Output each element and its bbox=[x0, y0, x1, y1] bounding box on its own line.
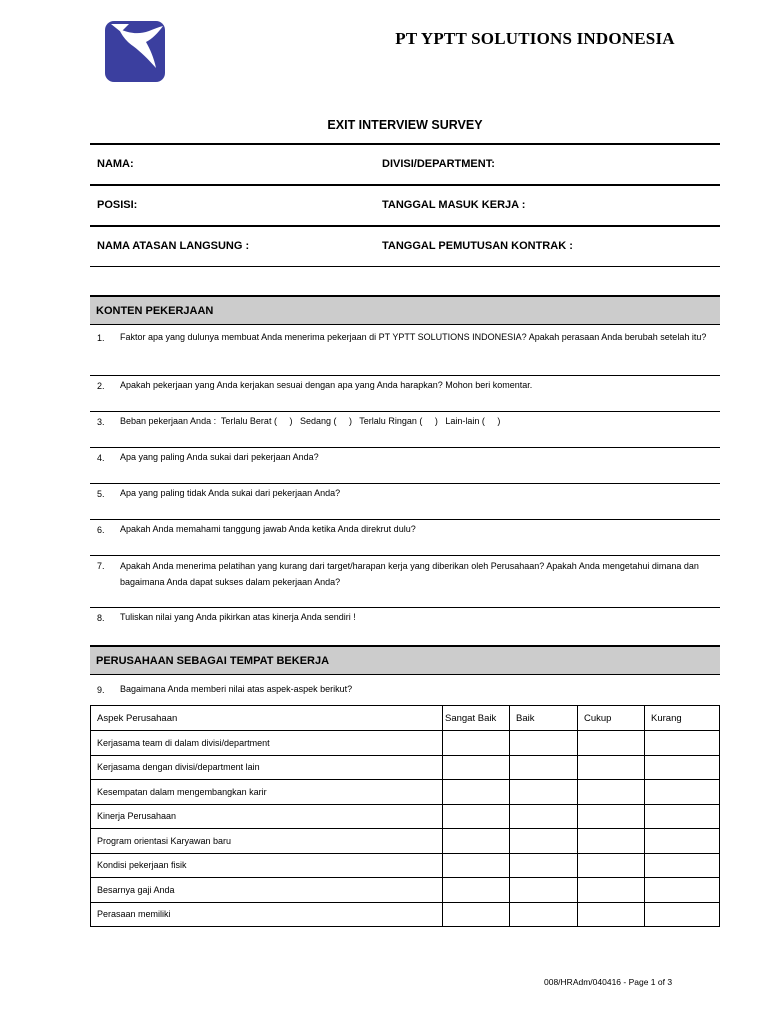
question-text: Tuliskan nilai yang Anda pikirkan atas kinerja Anda sendiri ! bbox=[120, 612, 356, 622]
table-header-cell: Sangat Baik bbox=[443, 706, 510, 731]
table-row bbox=[91, 902, 720, 927]
aspect-label: Program orientasi Karyawan baru bbox=[91, 829, 443, 854]
aspect-label: Kesempatan dalam mengembangkan karir bbox=[91, 780, 443, 805]
section-title: KONTEN PEKERJAAN bbox=[96, 305, 214, 317]
rating-cell[interactable] bbox=[443, 829, 510, 854]
divider bbox=[90, 225, 720, 227]
table-header-cell: Aspek Perusahaan bbox=[91, 706, 443, 731]
rating-cell[interactable] bbox=[578, 853, 645, 878]
divider bbox=[90, 447, 720, 448]
table-header-row bbox=[91, 706, 720, 731]
rating-cell[interactable] bbox=[443, 780, 510, 805]
field-nama: NAMA: bbox=[97, 158, 134, 170]
section-title: PERUSAHAAN SEBAGAI TEMPAT BEKERJA bbox=[96, 655, 330, 667]
rating-cell[interactable] bbox=[578, 902, 645, 927]
divider bbox=[90, 607, 720, 608]
company-name: PT YPTT SOLUTIONS INDONESIA bbox=[395, 29, 675, 48]
rating-cell[interactable] bbox=[645, 731, 720, 756]
rating-cell[interactable] bbox=[578, 755, 645, 780]
rating-cell[interactable] bbox=[645, 878, 720, 903]
table-row bbox=[91, 804, 720, 829]
section-header-konten-pekerjaan bbox=[90, 295, 720, 325]
rating-cell[interactable] bbox=[510, 878, 578, 903]
question-number: 5. bbox=[97, 489, 105, 499]
bird-logo-icon bbox=[105, 21, 165, 82]
rating-cell[interactable] bbox=[510, 804, 578, 829]
question-number: 3. bbox=[97, 417, 105, 427]
rating-cell[interactable] bbox=[510, 731, 578, 756]
question-text: Faktor apa yang dulunya membuat Anda menerima pekerjaan di PT YPTT SOLUTIONS INDONESIA? Apakah perasaan Anda berubah setelah itu? bbox=[120, 332, 707, 342]
question-number: 4. bbox=[97, 453, 105, 463]
question-text: Beban pekerjaan Anda : Terlalu Berat ( ) Sedang ( ) Terlalu Ringan ( ) Lain-lain ( ) bbox=[120, 416, 501, 426]
rating-cell[interactable] bbox=[510, 829, 578, 854]
question-text: Apakah pekerjaan yang Anda kerjakan sesuai dengan apa yang Anda harapkan? Mohon beri komentar. bbox=[120, 380, 533, 390]
table-row bbox=[91, 878, 720, 903]
section-header-perusahaan bbox=[90, 645, 720, 675]
rating-cell[interactable] bbox=[645, 780, 720, 805]
rating-cell[interactable] bbox=[510, 780, 578, 805]
rating-cell[interactable] bbox=[510, 755, 578, 780]
field-divisi: DIVISI/DEPARTMENT: bbox=[382, 158, 495, 170]
divider bbox=[90, 555, 720, 556]
question-text: Bagaimana Anda memberi nilai atas aspek-aspek berikut? bbox=[120, 684, 353, 694]
divider bbox=[90, 143, 720, 145]
rating-cell[interactable] bbox=[578, 829, 645, 854]
field-tanggal-masuk: TANGGAL MASUK KERJA : bbox=[382, 199, 526, 211]
divider bbox=[90, 411, 720, 412]
question-number: 6. bbox=[97, 525, 105, 535]
rating-cell[interactable] bbox=[510, 853, 578, 878]
divider bbox=[90, 375, 720, 376]
question-number: 8. bbox=[97, 613, 105, 623]
rating-cell[interactable] bbox=[578, 878, 645, 903]
rating-cell[interactable] bbox=[443, 878, 510, 903]
table-header-cell: Baik bbox=[510, 706, 578, 731]
rating-cell[interactable] bbox=[645, 829, 720, 854]
question-text: Apakah Anda memahami tanggung jawab Anda ketika Anda direkrut dulu? bbox=[120, 524, 416, 534]
divider bbox=[90, 483, 720, 484]
rating-cell[interactable] bbox=[443, 853, 510, 878]
table-header-cell: Kurang bbox=[645, 706, 720, 731]
rating-cell[interactable] bbox=[443, 755, 510, 780]
divider bbox=[90, 184, 720, 186]
page-title: EXIT INTERVIEW SURVEY bbox=[327, 118, 483, 132]
rating-cell[interactable] bbox=[645, 902, 720, 927]
rating-cell[interactable] bbox=[578, 780, 645, 805]
question-text: Apakah Anda menerima pelatihan yang kurang dari target/harapan kerja yang diberikan oleh Perusahaan? Apakah Anda mengetahui dimana dan bagaimana Anda dapat sukses dalam pekerjaan Anda? bbox=[120, 561, 699, 587]
question-text: Apa yang paling Anda sukai dari pekerjaan Anda? bbox=[120, 452, 319, 462]
company-logo bbox=[105, 21, 165, 82]
divider bbox=[90, 266, 720, 267]
rating-table bbox=[90, 705, 720, 927]
field-posisi: POSISI: bbox=[97, 199, 138, 211]
question-number: 7. bbox=[97, 561, 105, 571]
rating-cell[interactable] bbox=[578, 804, 645, 829]
question-number: 9. bbox=[97, 685, 105, 695]
aspect-label: Besarnya gaji Anda bbox=[91, 878, 443, 903]
rating-cell[interactable] bbox=[443, 731, 510, 756]
table-header-cell: Cukup bbox=[578, 706, 645, 731]
field-nama-atasan: NAMA ATASAN LANGSUNG : bbox=[97, 240, 250, 252]
table-row bbox=[91, 829, 720, 854]
rating-cell[interactable] bbox=[443, 804, 510, 829]
table-row bbox=[91, 853, 720, 878]
rating-cell[interactable] bbox=[645, 755, 720, 780]
field-tanggal-pemutusan: TANGGAL PEMUTUSAN KONTRAK : bbox=[382, 240, 573, 252]
divider bbox=[90, 519, 720, 520]
table-row bbox=[91, 731, 720, 756]
page-footer: 008/HRAdm/040416 - Page 1 of 3 bbox=[544, 977, 673, 987]
aspect-label: Perasaan memiliki bbox=[91, 902, 443, 927]
rating-cell[interactable] bbox=[443, 902, 510, 927]
aspect-label: Kerjasama team di dalam divisi/department bbox=[91, 731, 443, 756]
table-row bbox=[91, 780, 720, 805]
question-number: 2. bbox=[97, 381, 105, 391]
rating-cell[interactable] bbox=[510, 902, 578, 927]
question-text: Apa yang paling tidak Anda sukai dari pekerjaan Anda? bbox=[120, 488, 341, 498]
rating-cell[interactable] bbox=[578, 731, 645, 756]
question-number: 1. bbox=[97, 333, 105, 343]
table-row bbox=[91, 755, 720, 780]
aspect-label: Kondisi pekerjaan fisik bbox=[91, 853, 443, 878]
aspect-label: Kerjasama dengan divisi/department lain bbox=[91, 755, 443, 780]
rating-cell[interactable] bbox=[645, 804, 720, 829]
rating-cell[interactable] bbox=[645, 853, 720, 878]
aspect-label: Kinerja Perusahaan bbox=[91, 804, 443, 829]
